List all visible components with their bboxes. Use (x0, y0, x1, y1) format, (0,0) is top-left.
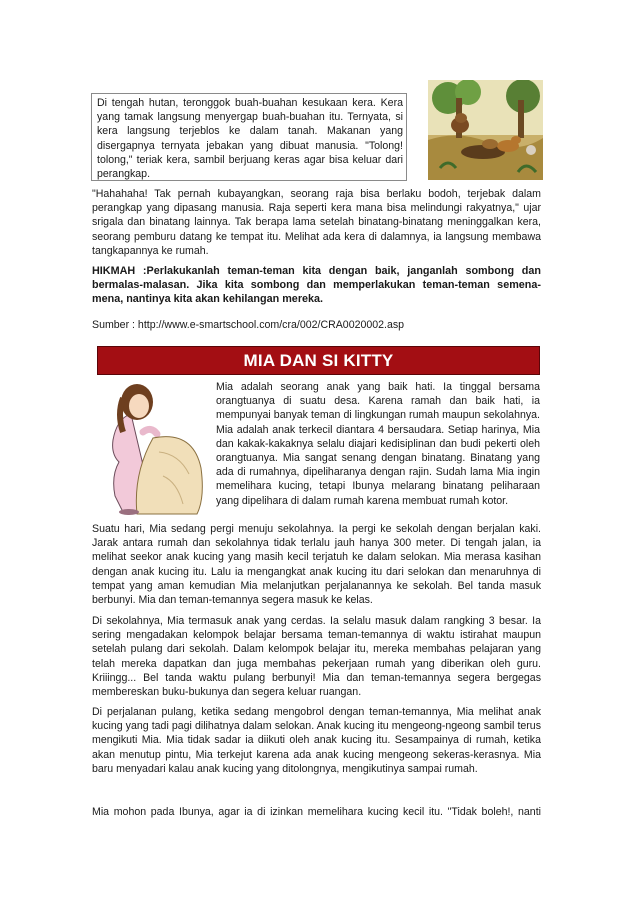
story-paragraph-request: Mia mohon pada Ibunya, agar ia di izinkan memelihara kucing kecil itu. "Tidak boleh!, nanti (92, 806, 541, 818)
story-paragraph-kitten-found: Suatu hari, Mia sedang pergi menuju sekolahnya. Ia pergi ke sekolah dengan berjalan kaki. Jarak antara rumah dan sekolahnya tidak terlalu jauh hanya 300 meter. Di tengah jalan, ia melihat seekor anak kucing yang masih kecil terjatuh ke dalam selokan. Mia merasa kasihan dengan anak kucing itu. Lalu ia mengangkat anak kucing itu dari selokan dan menaruhnya di tempat yang aman kemudian Mia melanjutkan perjalanannya ke sekolah. Bel tanda masuk berbunyi. Mia dan teman-temannya segera masuk ke kelas. (92, 523, 541, 607)
intro-paragraph: Di tengah hutan, teronggok buah-buahan kesukaan kera. Kera yang tamak langsung menyergap buah-buahan itu. Ternyata, si kera langsung terjeblos ke dalam tanah. Makanan yang disergapnya ternyata jebakan yang dibuat manusia. "Tolong! tolong," teriak kera, sambil berjuang keras agar bisa keluar dari perangkap. (97, 97, 403, 181)
praying-girl-illustration (93, 380, 207, 516)
story-paragraph-hunter: "Hahahaha! Tak pernah kubayangkan, seorang raja bisa berlaku bodoh, terjebak dalam perangkap yang dipasang manusia. Raja seperti kera mana bisa melindungi rakyatnya," ujar srigala dan binatang lainnya. Tak berapa lama setelah binatang-binatang meninggalkan kera, seorang pemburu datang ke tempat itu. Melihat ada kera di dalamnya, ia langsung membawa tangkapannya ke rumah. (92, 188, 541, 257)
story-title-banner (97, 346, 540, 375)
monkey-trap-illustration (428, 80, 543, 180)
story-paragraph-intro: Mia adalah seorang anak yang baik hati. Ia tinggal bersama orangtuanya di suatu desa. Karena ramah dan baik hati, ia mempunyai banyak teman di lingkungan rumah maupun sekolahnya. Mia adalah anak terkecil diantara 4 bersaudara. Setiap harinya, Mia dan kakak-kakaknya selalu diajari kedisiplinan dan budi pekerti oleh orangtuanya. Mia sangat senang dengan binatang. Binatang yang ada di rumahnya, dipeliharanya dengan rajin. Sudah lama Mia ingin memelihara kucing, tetapi Ibunya melarang binatang peliharaan yang dipelihara di dalam rumah karena membuat rumah kotor. (216, 381, 540, 507)
moral-paragraph: HIKMAH :Perlakukanlah teman-teman kita dengan baik, janganlah sombong dan bermalas-malasan. Jika kita sombong dan memperlakukan teman-teman semena-mena, nantinya kita akan kehilangan mereka. (92, 265, 541, 306)
story-paragraph-way-home: Di perjalanan pulang, ketika sedang mengobrol dengan teman-temannya, Mia melihat anak kucing yang tadi pagi dilihatnya dalam selokan. Anak kucing itu mengeong-ngeong sambil terus mengikuti Mia. Mia tidak sadar ia diikuti oleh anak kucing itu. Sesampainya di rumah, ketika akan menutup pintu, Mia terkejut karena ada anak kucing mengeong sekeras-kerasnya. Mia baru menyadari kalau anak kucing yang ditolongnya, mengikutinya sampai rumah. (92, 706, 541, 775)
story-paragraph-school: Di sekolahnya, Mia termasuk anak yang cerdas. Ia selalu masuk dalam rangking 3 besar. Ia sering mengadakan kelompok belajar bersama teman-temannya di waktu istirahat maupun setelah pulang dari sekolah. Dalam kelompok belajar itu, mereka membahas pelajaran yang telah mereka dapatkan dan juga membahas pekerjaan rumah yang diberikan oleh guru. Kriiingg... Bel tanda waktu pulang berbunyi! Mia dan teman-temannya segera bergegas membereskan buku-bukunya dan segera keluar ruangan. (92, 615, 541, 699)
story-title: MIA DAN SI KITTY (243, 350, 394, 370)
source-line: Sumber : http://www.e-smartschool.com/cra/002/CRA0020002.asp (92, 319, 405, 331)
